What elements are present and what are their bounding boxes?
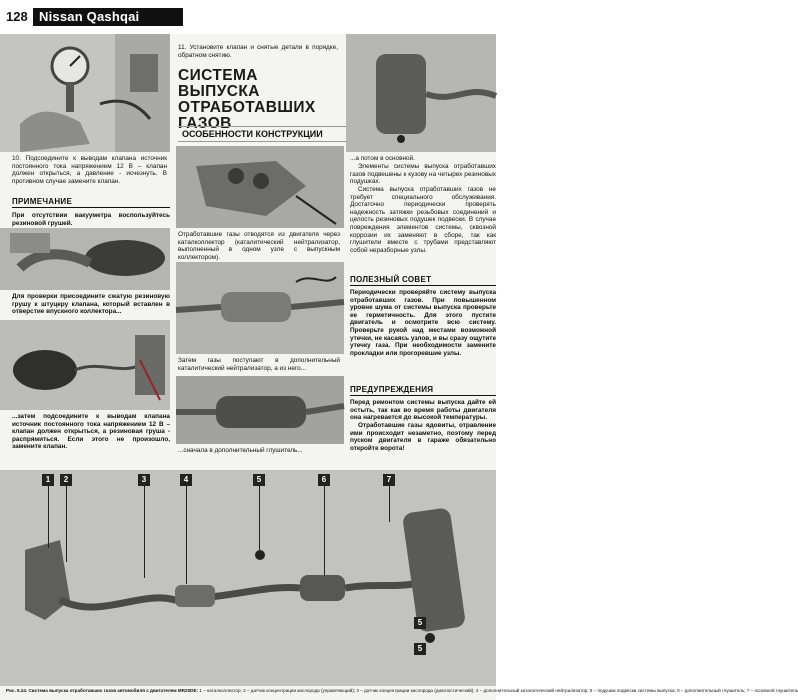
photo-vacuum-gauge-graphic: [0, 34, 170, 152]
warning-block: [350, 385, 496, 394]
callout-6-line: [324, 486, 325, 576]
callout-1: 1: [42, 474, 54, 486]
callout-4: 4: [180, 474, 192, 486]
photo-catalytic-manifold-graphic: [176, 146, 344, 228]
photo-rubber-bulb-on-manifold: [0, 228, 170, 290]
caption-main-muffler: ...а потом в основной.: [350, 155, 415, 162]
caption-additional-catalyst: Затем газы поступают в дополнительный каталитический нейтрализатор, а из него...: [178, 357, 340, 372]
tip-rule: [350, 285, 496, 286]
warning-1: Перед ремонтом системы выпуска дайте ей остыть, так как во время работы двигателя она нагревается до высокой температуры.: [350, 399, 496, 422]
photo-additional-muffler-graphic: [176, 376, 344, 444]
page-number: 128: [6, 9, 28, 24]
photo-vacuum-gauge-test: [0, 34, 170, 152]
note-heading: ПРИМЕЧАНИЕ: [12, 197, 73, 206]
tip-block: [350, 275, 496, 284]
note-block: [12, 197, 170, 206]
note-text: При отсутствии вакууметра воспользуйтесь резиновой грушей.: [12, 212, 170, 227]
book-title: Nissan Qashqai: [39, 9, 140, 24]
photo-rubber-bulb-graphic: [0, 228, 170, 290]
callout-5c: 5: [414, 643, 426, 655]
callout-7-line: [389, 486, 390, 522]
note-rule: [12, 207, 170, 208]
section-title: СИСТЕМА ВЫПУСКА ОТРАБОТАВШИХ ГАЗОВ: [178, 67, 316, 132]
warning-heading: ПРЕДУПРЕЖДЕНИЯ: [350, 385, 434, 394]
callout-5a: 5: [253, 474, 265, 486]
callout-1-line: [48, 486, 49, 548]
figure-caption: [6, 688, 798, 693]
para-pressure-check: Для проверки присоедините сжатую резиновую грушу к штуцеру клапана, который вставлен в отверстие впускного коллектора...: [12, 293, 170, 316]
figure-caption-items: 1 – каталколлектор; 2 – датчик концентрации кислорода (управляющий); 3 – датчик концентрации кислорода (диагностический); 4 – дополнительный каталитический нейтрализатор; 5 – подушки подвески системы выпуска; 6 – дополнительный глушитель; 7 – основной глушитель: [199, 688, 798, 693]
para-connect-power: ...затем подсоедините к выводам клапана источник постоянного тока напряжением 12 В – клапан должен открыться, а резиновая груша - распрямиться. Если этого не произошло, замените клапан.: [12, 413, 170, 451]
photo-additional-muffler: [176, 376, 344, 444]
warning-rule: [350, 395, 496, 396]
photo-catalytic-manifold: [176, 146, 344, 228]
caption-catalyst: Отработавшие газы отводятся из двигателя через каталколлектор (каталитический нейтрализатор, выполненный в одном узле с выпускным коллектором).: [178, 231, 340, 261]
callout-6: 6: [318, 474, 330, 486]
caption-step-11: 11. Установите клапан и снятые детали в порядке, обратном снятию.: [178, 44, 338, 59]
caption-additional-muffler: ...сначала в дополнительный глушитель...: [178, 447, 303, 454]
photo-main-muffler: [346, 34, 496, 152]
callout-2: 2: [60, 474, 72, 486]
para-service: Система выпуска отработавших газов не требует специального обслуживания. Достаточно периодически проверять надежность затяжки резьбовых соединений и целость резиновых подушек подвески. В случае повреждения элементов системы, сквозной коррозии их заменяют в сборе, так как глушители вместе с трубами представляют собой неразборные узлы.: [350, 186, 496, 254]
callout-5a-line: [259, 486, 260, 550]
photo-bulb-power-graphic: [0, 320, 170, 410]
para-mounts: Элементы системы выпуска отработавших газов подвешены к кузову на четырех резиновых подушках.: [350, 163, 496, 186]
page-header: [0, 0, 496, 34]
callout-4-line: [186, 486, 187, 584]
photo-bulb-with-power: [0, 320, 170, 410]
warning-2: Отработавшие газы ядовиты, отравление ими происходит незаметно, поэтому перед пуском двигателя в гараже обязательно откройте ворота!: [350, 422, 496, 452]
callout-2-line: [66, 486, 67, 562]
callout-5b: 5: [414, 617, 426, 629]
photo-main-muffler-graphic: [346, 34, 496, 152]
section-subtitle: ОСОБЕННОСТИ КОНСТРУКЦИИ: [178, 126, 350, 142]
tip-heading: ПОЛЕЗНЫЙ СОВЕТ: [350, 275, 432, 284]
figure-caption-lead: Рис. 5.24. Система выпуска отработавших газов автомобиля с двигателем MR20DE:: [6, 688, 199, 693]
photo-additional-catalyst-graphic: [176, 262, 344, 354]
callout-7: 7: [383, 474, 395, 486]
callout-3-line: [144, 486, 145, 578]
caption-step-10: 10. Подсоедините к выводам клапана источник постоянного тока напряжением 12 В – клапан должен открыться, а давление - исчезнуть. В противном случае замените клапан.: [12, 155, 167, 185]
callout-3: 3: [138, 474, 150, 486]
photo-additional-catalyst: [176, 262, 344, 354]
tip-text: Периодически проверяйте систему выпуска отработавших газов. При повышенном уровне шума от системы выпуска проверьте ее герметичность. Для этого пустите двигатель и осмотрите всю систему. Проверьте рукой над местами возможной утечки, не касаясь узлов, и вы сразу ощутите утечку газа. При необходимости замените прокладки или прогоревшие узлы.: [350, 289, 496, 357]
